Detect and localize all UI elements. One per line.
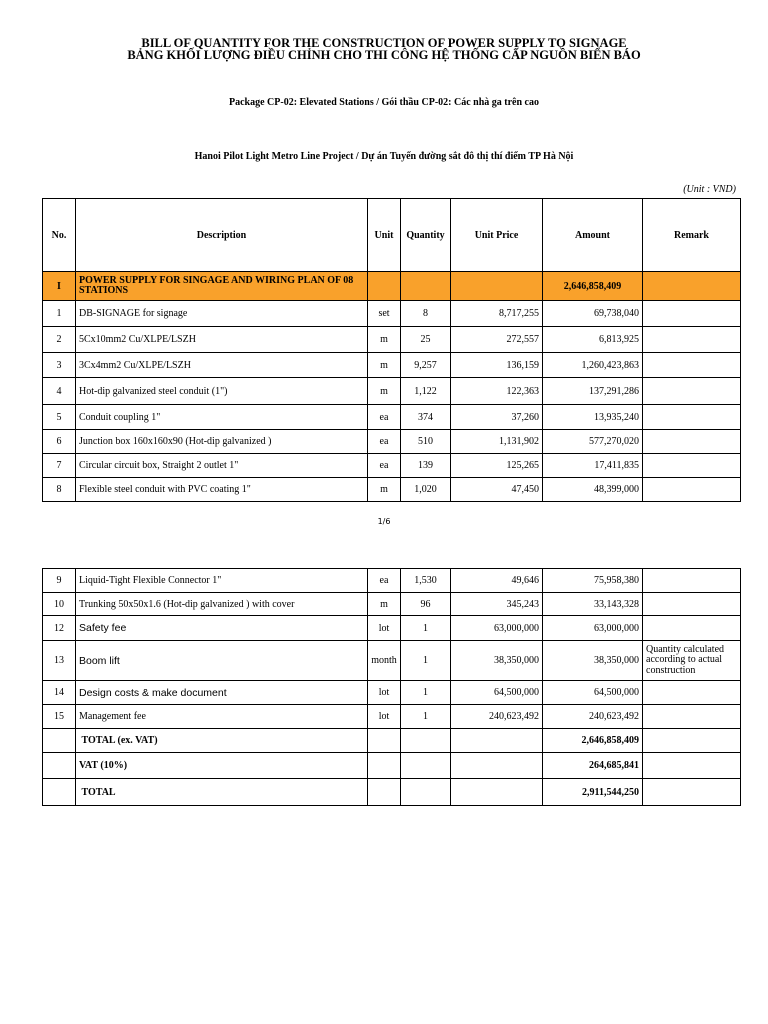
row-unit-price: 8,717,255 (451, 301, 543, 327)
document-title-english: BILL OF QUANTITY FOR THE CONSTRUCTION OF POWER SUPPLY TO SIGNAGE (141, 36, 627, 50)
row-amount: 48,399,000 (543, 478, 643, 502)
row-quantity: 96 (401, 593, 451, 616)
row-unit: ea (368, 569, 401, 593)
row-number: 15 (43, 705, 76, 729)
row-description: Liquid-Tight Flexible Connector 1" (76, 569, 368, 593)
row-description: Safety fee (76, 616, 368, 641)
row-remark (643, 705, 741, 729)
row-description: Management fee (76, 705, 368, 729)
table-header-row (43, 199, 741, 272)
row-unit-price: 136,159 (451, 353, 543, 378)
table-row (43, 301, 741, 327)
row-amount: 577,270,020 (543, 430, 643, 454)
row-description: Boom lift (76, 641, 368, 681)
row-remark: Quantity calculated according to actual construction (643, 641, 741, 681)
table-row (43, 327, 741, 353)
unit-note: (Unit : VND) (683, 184, 736, 195)
column-header-quantity: Quantity (401, 199, 451, 272)
row-remark (643, 405, 741, 430)
row-unit: m (368, 478, 401, 502)
grand-total-amount: 2,911,544,250 (543, 779, 643, 806)
row-unit: lot (368, 705, 401, 729)
row-remark (643, 454, 741, 478)
row-number: 13 (43, 641, 76, 681)
grand-total-row (43, 779, 741, 806)
total-ex-vat-label: TOTAL (ex. VAT) (76, 729, 368, 753)
row-quantity: 374 (401, 405, 451, 430)
row-quantity: 1,530 (401, 569, 451, 593)
row-quantity: 1 (401, 705, 451, 729)
row-unit: m (368, 327, 401, 353)
column-header-description: Description (76, 199, 368, 272)
table-row (43, 681, 741, 705)
column-header-unit: Unit (368, 199, 401, 272)
row-remark (643, 353, 741, 378)
row-quantity: 1 (401, 641, 451, 681)
row-amount: 33,143,328 (543, 593, 643, 616)
row-remark (643, 681, 741, 705)
row-unit: set (368, 301, 401, 327)
row-unit-price: 122,363 (451, 378, 543, 405)
row-unit: ea (368, 405, 401, 430)
row-description: 5Cx10mm2 Cu/XLPE/LSZH (76, 327, 368, 353)
row-quantity: 25 (401, 327, 451, 353)
row-number: 3 (43, 353, 76, 378)
total-ex-vat-amount: 2,646,858,409 (543, 729, 643, 753)
row-remark (643, 616, 741, 641)
row-description: Hot-dip galvanized steel conduit (1") (76, 378, 368, 405)
row-unit: ea (368, 430, 401, 454)
section-number: I (43, 272, 76, 301)
row-unit-price: 63,000,000 (451, 616, 543, 641)
row-description: 3Cx4mm2 Cu/XLPE/LSZH (76, 353, 368, 378)
row-amount: 13,935,240 (543, 405, 643, 430)
table-row (43, 430, 741, 454)
table-row (43, 405, 741, 430)
row-remark (643, 301, 741, 327)
row-unit: month (368, 641, 401, 681)
vat-row (43, 753, 741, 779)
row-remark (643, 478, 741, 502)
column-header-unit-price: Unit Price (451, 199, 543, 272)
row-remark (643, 378, 741, 405)
row-quantity: 510 (401, 430, 451, 454)
boq-table-page-2 (42, 568, 741, 806)
table-row (43, 616, 741, 641)
row-unit: lot (368, 681, 401, 705)
row-description: Circular circuit box, Straight 2 outlet 1" (76, 454, 368, 478)
row-number: 5 (43, 405, 76, 430)
row-description: DB-SIGNAGE for signage (76, 301, 368, 327)
row-unit-price: 47,450 (451, 478, 543, 502)
row-unit: m (368, 593, 401, 616)
row-unit-price: 240,623,492 (451, 705, 543, 729)
table-row (43, 353, 741, 378)
row-description: Conduit coupling 1" (76, 405, 368, 430)
row-remark (643, 430, 741, 454)
row-quantity: 1 (401, 616, 451, 641)
section-row (43, 272, 741, 301)
row-amount: 63,000,000 (543, 616, 643, 641)
table-row (43, 569, 741, 593)
row-number: 1 (43, 301, 76, 327)
row-unit-price: 38,350,000 (451, 641, 543, 681)
row-unit-price: 345,243 (451, 593, 543, 616)
row-remark (643, 569, 741, 593)
row-amount: 69,738,040 (543, 301, 643, 327)
row-amount: 38,350,000 (543, 641, 643, 681)
row-description: Junction box 160x160x90 (Hot-dip galvanized ) (76, 430, 368, 454)
row-quantity: 139 (401, 454, 451, 478)
row-amount: 64,500,000 (543, 681, 643, 705)
table-row (43, 593, 741, 616)
row-number: 4 (43, 378, 76, 405)
column-header-remark: Remark (643, 199, 741, 272)
table-row (43, 378, 741, 405)
row-unit-price: 272,557 (451, 327, 543, 353)
row-number: 8 (43, 478, 76, 502)
vat-amount: 264,685,841 (543, 753, 643, 779)
vat-label: VAT (10%) (76, 753, 368, 779)
row-description: Trunking 50x50x1.6 (Hot-dip galvanized ) with cover (76, 593, 368, 616)
row-quantity: 1 (401, 681, 451, 705)
row-number: 6 (43, 430, 76, 454)
row-description: Design costs & make document (76, 681, 368, 705)
section-description: POWER SUPPLY FOR SINGAGE AND WIRING PLAN OF 08 STATIONS (76, 272, 368, 301)
row-unit-price: 64,500,000 (451, 681, 543, 705)
row-unit: ea (368, 454, 401, 478)
row-number: 12 (43, 616, 76, 641)
row-amount: 137,291,286 (543, 378, 643, 405)
row-number: 9 (43, 569, 76, 593)
row-remark (643, 327, 741, 353)
project-line: Hanoi Pilot Light Metro Line Project / Dự án Tuyến đường sắt đô thị thí điểm TP Hà Nội (194, 151, 574, 162)
boq-table-page-1 (42, 198, 741, 502)
row-quantity: 1,020 (401, 478, 451, 502)
row-quantity: 8 (401, 301, 451, 327)
column-header-no: No. (43, 199, 76, 272)
section-amount: 2,646,858,409 (543, 272, 643, 301)
row-unit: lot (368, 616, 401, 641)
grand-total-label: TOTAL (76, 779, 368, 806)
row-quantity: 9,257 (401, 353, 451, 378)
document-title-vietnamese: BẢNG KHỐI LƯỢNG ĐIỀU CHỈNH CHO THI CÔNG HỆ THỐNG CẤP NGUỒN BIỂN BÁO (127, 48, 641, 62)
row-number: 2 (43, 327, 76, 353)
row-number: 14 (43, 681, 76, 705)
column-header-amount: Amount (543, 199, 643, 272)
row-amount: 6,813,925 (543, 327, 643, 353)
package-line: Package CP-02: Elevated Stations / Gói thầu CP-02: Các nhà ga trên cao (229, 97, 539, 108)
row-unit-price: 49,646 (451, 569, 543, 593)
table-row (43, 478, 741, 502)
row-amount: 1,260,423,863 (543, 353, 643, 378)
row-amount: 240,623,492 (543, 705, 643, 729)
row-unit: m (368, 378, 401, 405)
table-row (43, 641, 741, 681)
row-description: Flexible steel conduit with PVC coating 1" (76, 478, 368, 502)
row-amount: 17,411,835 (543, 454, 643, 478)
total-ex-vat-row (43, 729, 741, 753)
row-unit-price: 125,265 (451, 454, 543, 478)
row-quantity: 1,122 (401, 378, 451, 405)
row-remark (643, 593, 741, 616)
row-number: 10 (43, 593, 76, 616)
table-row (43, 454, 741, 478)
row-unit-price: 1,131,902 (451, 430, 543, 454)
table-row (43, 705, 741, 729)
page-number: 1/6 (377, 517, 391, 526)
row-unit: m (368, 353, 401, 378)
row-number: 7 (43, 454, 76, 478)
row-amount: 75,958,380 (543, 569, 643, 593)
row-unit-price: 37,260 (451, 405, 543, 430)
